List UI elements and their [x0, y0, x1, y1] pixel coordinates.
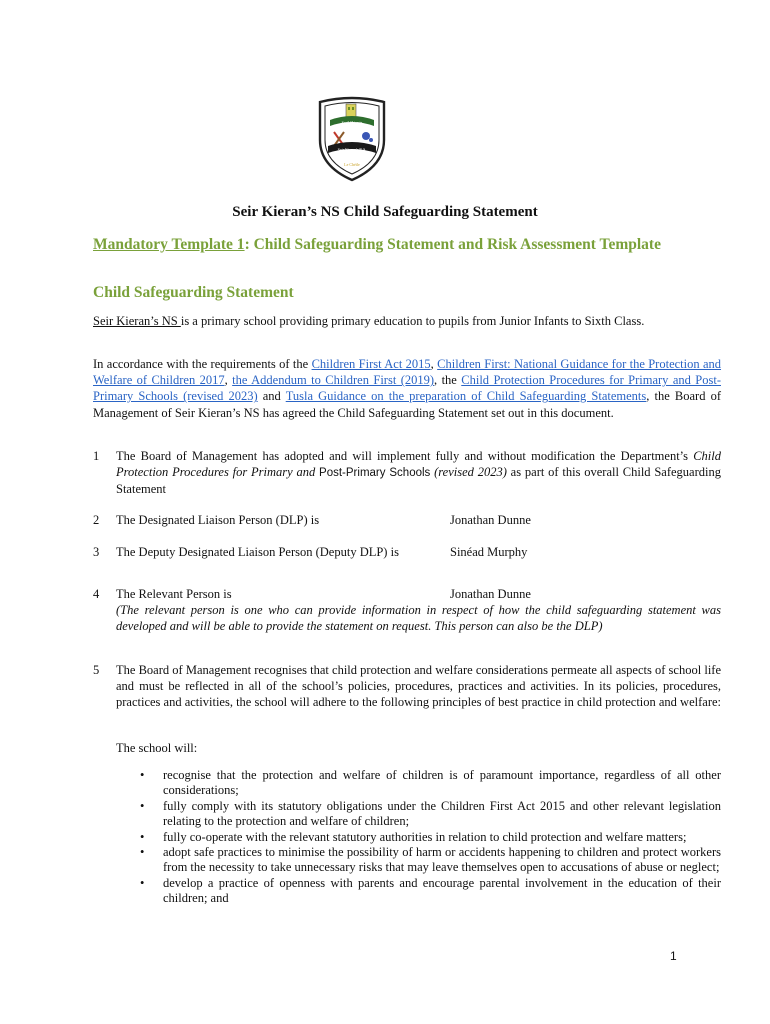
list-item: [140, 876, 721, 907]
relevant-person-note: (The relevant person is one who can provide information in respect of how the child safeguarding statement was developed and will be able to provide the statement on request. This person can also be the DLP): [116, 603, 721, 634]
document-title: Seir Kieran’s NS Child Safeguarding Statement: [232, 204, 538, 220]
bullet-icon: •: [140, 845, 145, 860]
school-will-lead: The school will:: [116, 741, 198, 755]
bullet-text: recognise that the protection and welfare of children is of paramount importance, regardless of all other considerations;: [163, 768, 721, 798]
list-item: [140, 799, 721, 830]
item-1-text-e: as part of this overall Child Safeguarding Statement: [116, 465, 721, 497]
bullet-text: fully co-operate with the relevant statutory authorities in relation to child protection and welfare matters;: [163, 829, 687, 844]
school-name: Seir Kieran’s NS: [93, 314, 181, 328]
accordance-paragraph: [93, 356, 721, 421]
item-number: 1: [93, 449, 100, 463]
accordance-text-2: ,: [430, 357, 438, 371]
item-1-text-c: Post-Primary Schools: [319, 467, 431, 480]
item-body: [116, 448, 721, 498]
deputy-dlp-label: The Deputy Designated Liaison Person (Deputy DLP) is: [116, 545, 399, 559]
page-number: 1: [670, 949, 677, 963]
item-1-text-a: The Board of Management has adopted and will implement fully and without modification the Department’s: [116, 449, 694, 463]
item-number: 2: [93, 513, 100, 527]
bullet-icon: •: [140, 768, 145, 782]
accordance-text-4: , the: [434, 373, 462, 388]
crest-banner-mid: Seir Kieran's N.S.: [337, 147, 367, 152]
item-1-text-b: Child Protection Procedures for Primary and: [116, 449, 721, 480]
dlp-value: Jonathan Dunne: [450, 513, 531, 527]
accordance-text-6: , the Board of Management of Seir Kieran’s NS has agreed the Child Safeguarding Statement set out in this document.: [93, 389, 721, 420]
accordance-text-5: and: [257, 389, 286, 404]
accordance-text-3: ,: [224, 373, 233, 388]
item-number: 3: [93, 545, 100, 559]
crest-motto: Le Chéile: [344, 162, 360, 167]
item-number: 5: [93, 663, 100, 677]
principles-list: [140, 768, 721, 907]
item-1-text-d: (revised 2023): [430, 465, 507, 480]
relevant-person-label: The Relevant Person is: [116, 587, 232, 601]
intro-text: is a primary school providing primary education to pupils from Junior Infants to Sixth Class.: [180, 314, 645, 328]
item-5-text: The Board of Management recognises that child protection and welfare considerations permeate all aspects of school life and must be reflected in all of the school’s policies, procedures, practices and activities. In its policies, procedures, practices and activities, the school will adhere to the following principles of best practice in child protection and welfare:: [116, 663, 721, 710]
list-item: [140, 830, 721, 845]
relevant-person-value: Jonathan Dunne: [450, 587, 531, 601]
bullet-text: adopt safe practices to minimise the possibility of harm or accidents happening to children and protect workers from the necessity to take unnecessary risks that may leave themselves open to accusations of abuse or neglect;: [163, 845, 721, 875]
intro-paragraph: [93, 313, 721, 329]
school-crest-logo: [316, 96, 388, 182]
deputy-dlp-value: Sinéad Murphy: [450, 545, 528, 559]
link-national-guidance[interactable]: Children First: National Guidance for the Protection and Welfare of Children 2017: [93, 357, 722, 388]
template-heading: [93, 235, 673, 255]
template-heading-rest: : Child Safeguarding Statement and Risk Assessment Template: [244, 236, 661, 253]
list-item: [140, 768, 721, 799]
bullet-text: develop a practice of openness with parents and encourage parental involvement in the education of their children; and: [163, 875, 721, 906]
bullet-icon: •: [140, 798, 145, 813]
link-children-first-act[interactable]: Children First Act 2015: [311, 357, 431, 371]
crest-banner-top: Scoil Chiarain: [341, 121, 363, 125]
bullet-icon: •: [140, 829, 145, 844]
template-heading-link[interactable]: Mandatory Template 1: [93, 236, 245, 253]
bullet-icon: •: [140, 875, 145, 890]
link-tusla-guidance[interactable]: Tusla Guidance on the preparation of Child Safeguarding Statements: [285, 389, 647, 404]
section-heading: Child Safeguarding Statement: [93, 284, 294, 301]
dlp-label: The Designated Liaison Person (DLP) is: [116, 513, 320, 527]
accordance-text-1: In accordance with the requirements of the: [93, 357, 312, 371]
link-addendum[interactable]: the Addendum to Children First (2019): [232, 373, 435, 388]
link-child-protection-procedures[interactable]: Child Protection Procedures for Primary and Post-Primary Schools (revised 2023): [93, 373, 721, 404]
bullet-text: fully comply with its statutory obligations under the Children First Act 2015 and other relevant legislation relating to the protection and welfare of children;: [163, 798, 721, 829]
item-number: 4: [93, 587, 100, 601]
list-item: [140, 845, 721, 876]
